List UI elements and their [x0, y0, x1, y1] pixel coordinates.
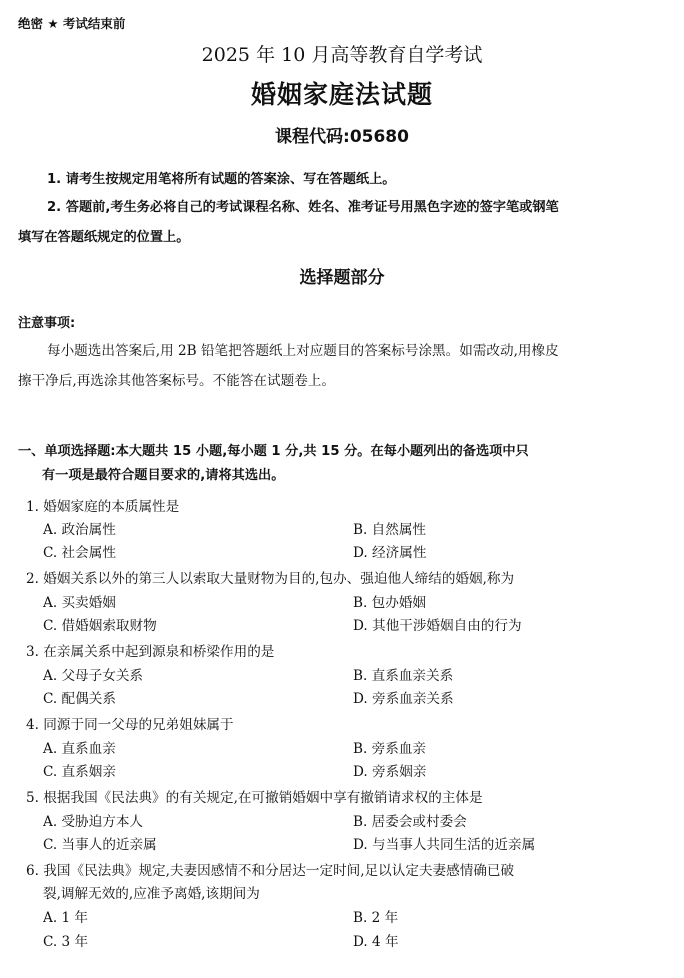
page-title: 婚姻家庭法试题 — [250, 80, 433, 109]
question-1-option-c: C. 社会属性 — [43, 545, 116, 561]
question-6-stem-cont: 裂,调解无效的,应准予离婚,该期间为 — [43, 886, 260, 902]
question-5-stem: 5. 根据我国《民法典》的有关规定,在可撤销婚姻中享有撤销请求权的主体是 — [26, 790, 483, 806]
question-1-option-b: B. 自然属性 — [353, 522, 427, 538]
secret-mark: 绝密 ★ 考试结束前 — [18, 16, 126, 31]
question-2-option-c: C. 借婚姻索取财物 — [43, 618, 157, 634]
attention-line1: 每小题选出答案后,用 2B 铅笔把答题纸上对应题目的答案标号涂黑。如需改动,用橡皮 — [47, 343, 559, 359]
question-2-option-b: B. 包办婚姻 — [353, 595, 427, 611]
question-6-stem: 6. 我国《民法典》规定,夫妻因感情不和分居达一定时间,足以认定夫妻感情确已破 — [26, 863, 515, 879]
question-3-option-d: D. 旁系血亲关系 — [353, 691, 454, 707]
section-heading: 选择题部分 — [299, 268, 385, 288]
question-3-stem: 3. 在亲属关系中起到源泉和桥梁作用的是 — [26, 644, 275, 660]
question-2-option-d: D. 其他干涉婚姻自由的行为 — [353, 618, 522, 634]
question-2-stem: 2. 婚姻关系以外的第三人以索取大量财物为目的,包办、强迫他人缔结的婚姻,称为 — [26, 571, 515, 587]
instruction-2-line1: 2. 答题前,考生务必将自己的考试课程名称、姓名、准考证号用黑色字迹的签字笔或钢笔 — [47, 200, 559, 215]
question-3-option-b: B. 直系血亲关系 — [353, 668, 454, 684]
question-5-option-b: B. 居委会或村委会 — [353, 814, 467, 830]
question-5-option-d: D. 与当事人共同生活的近亲属 — [353, 837, 536, 853]
question-5-option-c: C. 当事人的近亲属 — [43, 837, 157, 853]
question-1-option-a: A. 政治属性 — [43, 522, 116, 538]
part1-title-line2: 有一项是最符合题目要求的,请将其选出。 — [42, 468, 285, 483]
part1-title-line1: 一、单项选择题:本大题共 15 小题,每小题 1 分,共 15 分。在每小题列出的备选项中只 — [18, 444, 529, 459]
question-3-option-a: A. 父母子女关系 — [43, 668, 144, 684]
question-2-option-a: A. 买卖婚姻 — [43, 595, 116, 611]
question-4-option-a: A. 直系血亲 — [43, 741, 116, 757]
question-6-option-c: C. 3 年 — [43, 934, 89, 950]
attention-label: 注意事项: — [18, 316, 76, 331]
question-6-option-a: A. 1 年 — [43, 910, 89, 926]
question-6-option-d: D. 4 年 — [353, 934, 399, 950]
instruction-1: 1. 请考生按规定用笔将所有试题的答案涂、写在答题纸上。 — [47, 172, 396, 187]
question-4-option-d: D. 旁系姻亲 — [353, 764, 427, 780]
question-5-option-a: A. 受胁迫方本人 — [43, 814, 144, 830]
instruction-2-line2: 填写在答题纸规定的位置上。 — [18, 230, 190, 245]
course-code: 课程代码:05680 — [275, 127, 409, 147]
question-4-stem: 4. 同源于同一父母的兄弟姐妹属于 — [26, 717, 234, 733]
question-6-option-b: B. 2 年 — [353, 910, 399, 926]
question-1-stem: 1. 婚姻家庭的本质属性是 — [26, 499, 180, 515]
question-4-option-b: B. 旁系血亲 — [353, 741, 427, 757]
question-4-option-c: C. 直系姻亲 — [43, 764, 116, 780]
question-1-option-d: D. 经济属性 — [353, 545, 427, 561]
question-3-option-c: C. 配偶关系 — [43, 691, 116, 707]
attention-line2: 擦干净后,再选涂其他答案标号。不能答在试题卷上。 — [18, 373, 335, 389]
exam-name: 2025 年 10 月高等教育自学考试 — [201, 44, 483, 66]
